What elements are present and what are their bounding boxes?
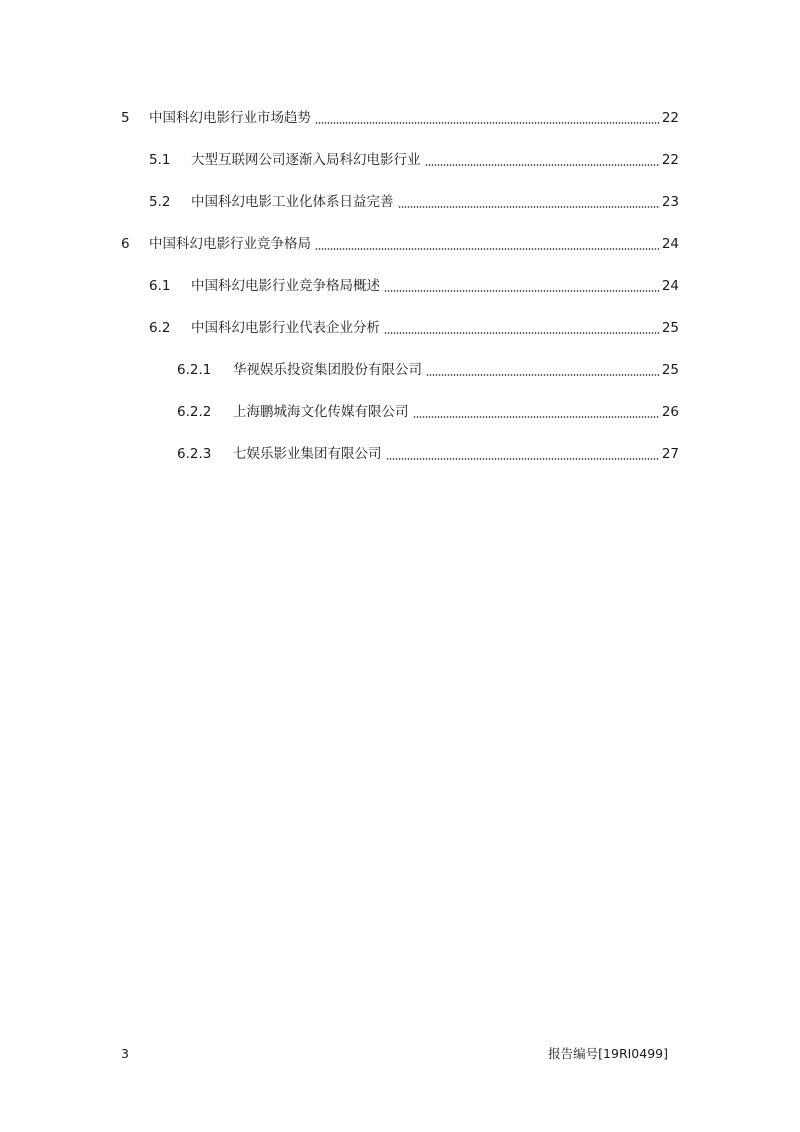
toc-entry-title: 中国科幻电影行业竞争格局概述 bbox=[191, 278, 380, 294]
toc-dot-leader bbox=[315, 122, 660, 124]
page-footer bbox=[121, 1044, 668, 1064]
toc-entry-6-2-1[interactable] bbox=[177, 359, 679, 381]
toc-entry-number: 5.2 bbox=[149, 194, 171, 210]
toc-entry-page: 22 bbox=[661, 152, 679, 168]
toc-entry-page: 24 bbox=[661, 278, 679, 294]
toc-entry-page: 27 bbox=[661, 446, 679, 462]
toc-entry-page: 26 bbox=[661, 404, 679, 420]
toc-entry-title: 中国科幻电影工业化体系日益完善 bbox=[191, 194, 394, 210]
toc-dot-leader bbox=[384, 332, 660, 334]
toc-entry-page: 24 bbox=[661, 236, 679, 252]
footer-page-number: 3 bbox=[121, 1046, 129, 1061]
toc-entry-6-1[interactable] bbox=[149, 275, 679, 297]
toc-dot-leader bbox=[413, 416, 660, 418]
toc-entry-number: 6.2.3 bbox=[177, 446, 212, 462]
toc-entry-6-2-2[interactable] bbox=[177, 401, 679, 423]
toc-entry-title: 华视娱乐投资集团股份有限公司 bbox=[233, 362, 422, 378]
toc-entry-number: 6.2.2 bbox=[177, 404, 212, 420]
toc-entry-5-1[interactable] bbox=[149, 149, 679, 171]
toc-entry-5[interactable] bbox=[121, 107, 679, 129]
toc-dot-leader bbox=[386, 458, 660, 460]
toc-dot-leader bbox=[384, 290, 660, 292]
toc-entry-number: 6 bbox=[121, 236, 130, 252]
toc-dot-leader bbox=[315, 248, 660, 250]
toc-dot-leader bbox=[426, 374, 660, 376]
toc-entry-page: 23 bbox=[661, 194, 679, 210]
toc-entry-page: 22 bbox=[661, 110, 679, 126]
toc-entry-6-2[interactable] bbox=[149, 317, 679, 339]
toc-entry-title: 中国科幻电影行业代表企业分析 bbox=[191, 320, 380, 336]
toc-entry-title: 中国科幻电影行业市场趋势 bbox=[149, 110, 311, 126]
toc-entry-title: 上海鹏城海文化传媒有限公司 bbox=[233, 404, 409, 420]
toc-entry-title: 大型互联网公司逐渐入局科幻电影行业 bbox=[191, 152, 421, 168]
toc-entry-6-2-3[interactable] bbox=[177, 443, 679, 465]
toc-entry-6[interactable] bbox=[121, 233, 679, 255]
toc-entry-number: 6.2.1 bbox=[177, 362, 212, 378]
toc-entry-page: 25 bbox=[661, 362, 679, 378]
toc-dot-leader bbox=[398, 206, 660, 208]
toc-dot-leader bbox=[425, 164, 660, 166]
toc-entry-number: 6.1 bbox=[149, 278, 171, 294]
toc-entry-title: 中国科幻电影行业竞争格局 bbox=[149, 236, 311, 252]
toc-entry-number: 5 bbox=[121, 110, 130, 126]
footer-report-number: 报告编号[19RI0499] bbox=[548, 1046, 668, 1061]
toc-entry-title: 七娱乐影业集团有限公司 bbox=[233, 446, 382, 462]
toc-entry-number: 5.1 bbox=[149, 152, 171, 168]
toc-entry-number: 6.2 bbox=[149, 320, 171, 336]
toc-entry-page: 25 bbox=[661, 320, 679, 336]
toc-entry-5-2[interactable] bbox=[149, 191, 679, 213]
